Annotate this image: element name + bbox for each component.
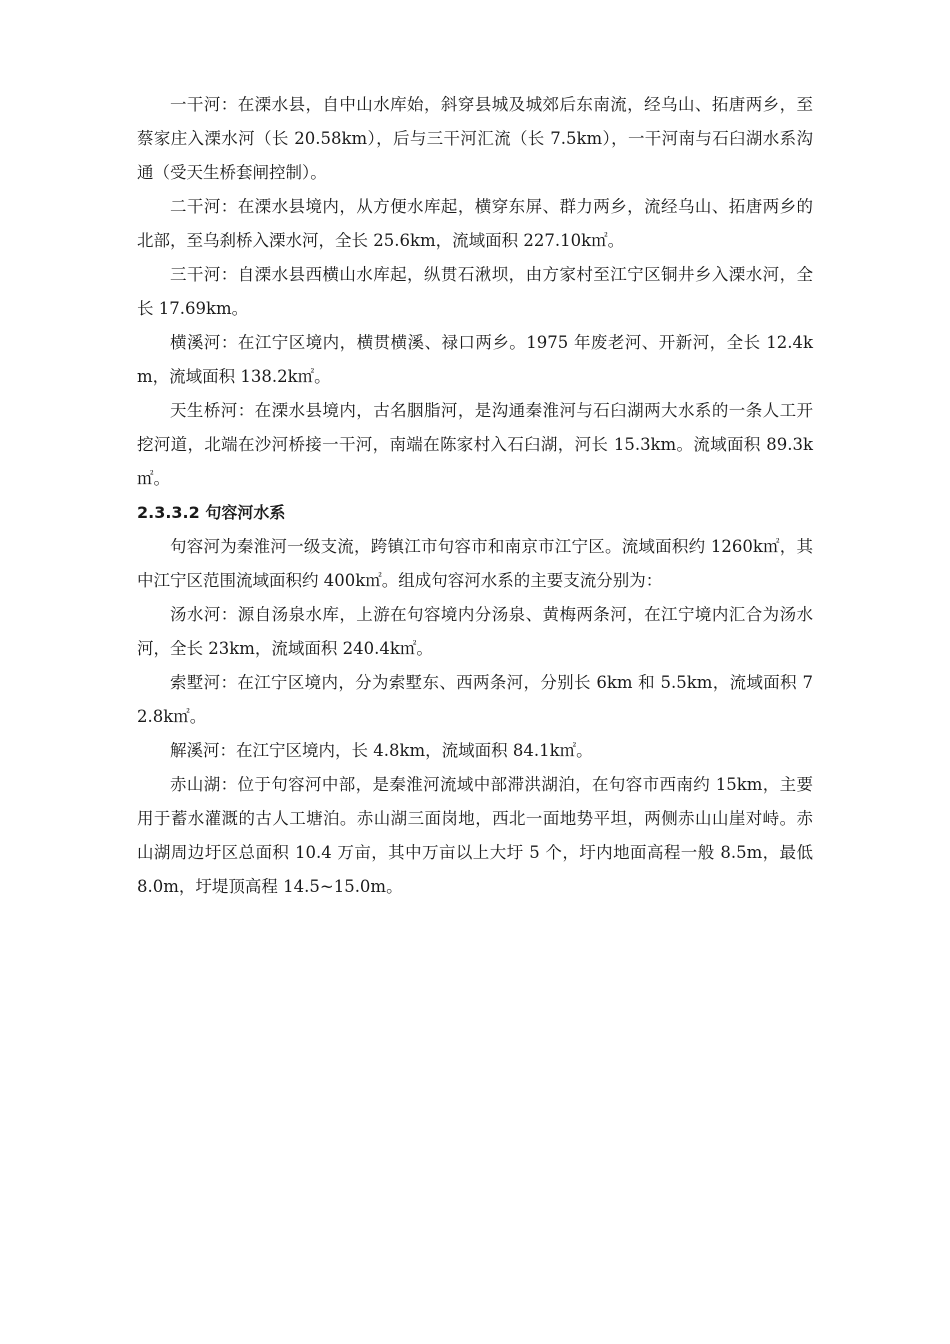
paragraph-jiexihe: 解溪河：在江宁区境内，长 4.8km，流域面积 84.1k㎡。 [170,741,593,760]
paragraph-yiganhe: 一干河：在溧水县，自中山水库始，斜穿县城及城郊后东南流，经乌山、拓唐两乡，至蔡家庄入溧水河（长 20.58km），后与三干河汇流（长 7.5km），一干河南与石臼湖水系沟通（受天生桥套闸控制）。 [137,95,813,182]
paragraph-sanganhe: 三干河：自溧水县西横山水库起，纵贯石湫坝，由方家村至江宁区铜井乡入溧水河，全长 17.69km。 [137,265,813,318]
paragraph-erganhe: 二干河：在溧水县境内，从方便水库起，横穿东屏、群力两乡，流经乌山、拓唐两乡的北部，至乌刹桥入溧水河，全长 25.6km，流域面积 227.10k㎡。 [137,197,813,250]
paragraph-jurongriver-intro: 句容河为秦淮河一级支流，跨镇江市句容市和南京市江宁区。流域面积约 1260k㎡，其中江宁区范围流域面积约 400k㎡。组成句容河水系的主要支流分别为： [137,537,813,590]
paragraph-hengxihe: 横溪河：在江宁区境内，横贯横溪、禄口两乡。1975 年废老河、开新河，全长 12.4km，流域面积 138.2k㎡。 [137,333,813,386]
paragraph-tangshuihe: 汤水河：源自汤泉水库，上游在句容境内分汤泉、黄梅两条河，在江宁境内汇合为汤水河，全长 23km，流域面积 240.4k㎡。 [137,605,813,658]
paragraph-suoshuhe: 索墅河：在江宁区境内，分为索墅东、西两条河，分别长 6km 和 5.5km，流域面积 72.8k㎡。 [137,673,813,726]
paragraph-chishanhu: 赤山湖：位于句容河中部，是秦淮河流域中部滞洪湖泊，在句容市西南约 15km，主要用于蓄水灌溉的古人工塘泊。赤山湖三面岗地，西北一面地势平坦，两侧赤山山崖对峙。赤山湖周边圩区总面积 10.4 万亩，其中万亩以上大圩 5 个，圩内地面高程一般 8.5m，最低 8.0m，圩堤顶高程 14.5~15.0m。 [137,775,813,896]
document-page [137,88,813,904]
section-heading: 2.3.3.2 句容河水系 [137,503,286,522]
paragraph-tianshengqiaohe: 天生桥河：在溧水县境内，古名胭脂河，是沟通秦淮河与石臼湖两大水系的一条人工开挖河道，北端在沙河桥接一干河，南端在陈家村入石臼湖，河长 15.3km。流域面积 89.3k㎡。 [137,401,813,488]
